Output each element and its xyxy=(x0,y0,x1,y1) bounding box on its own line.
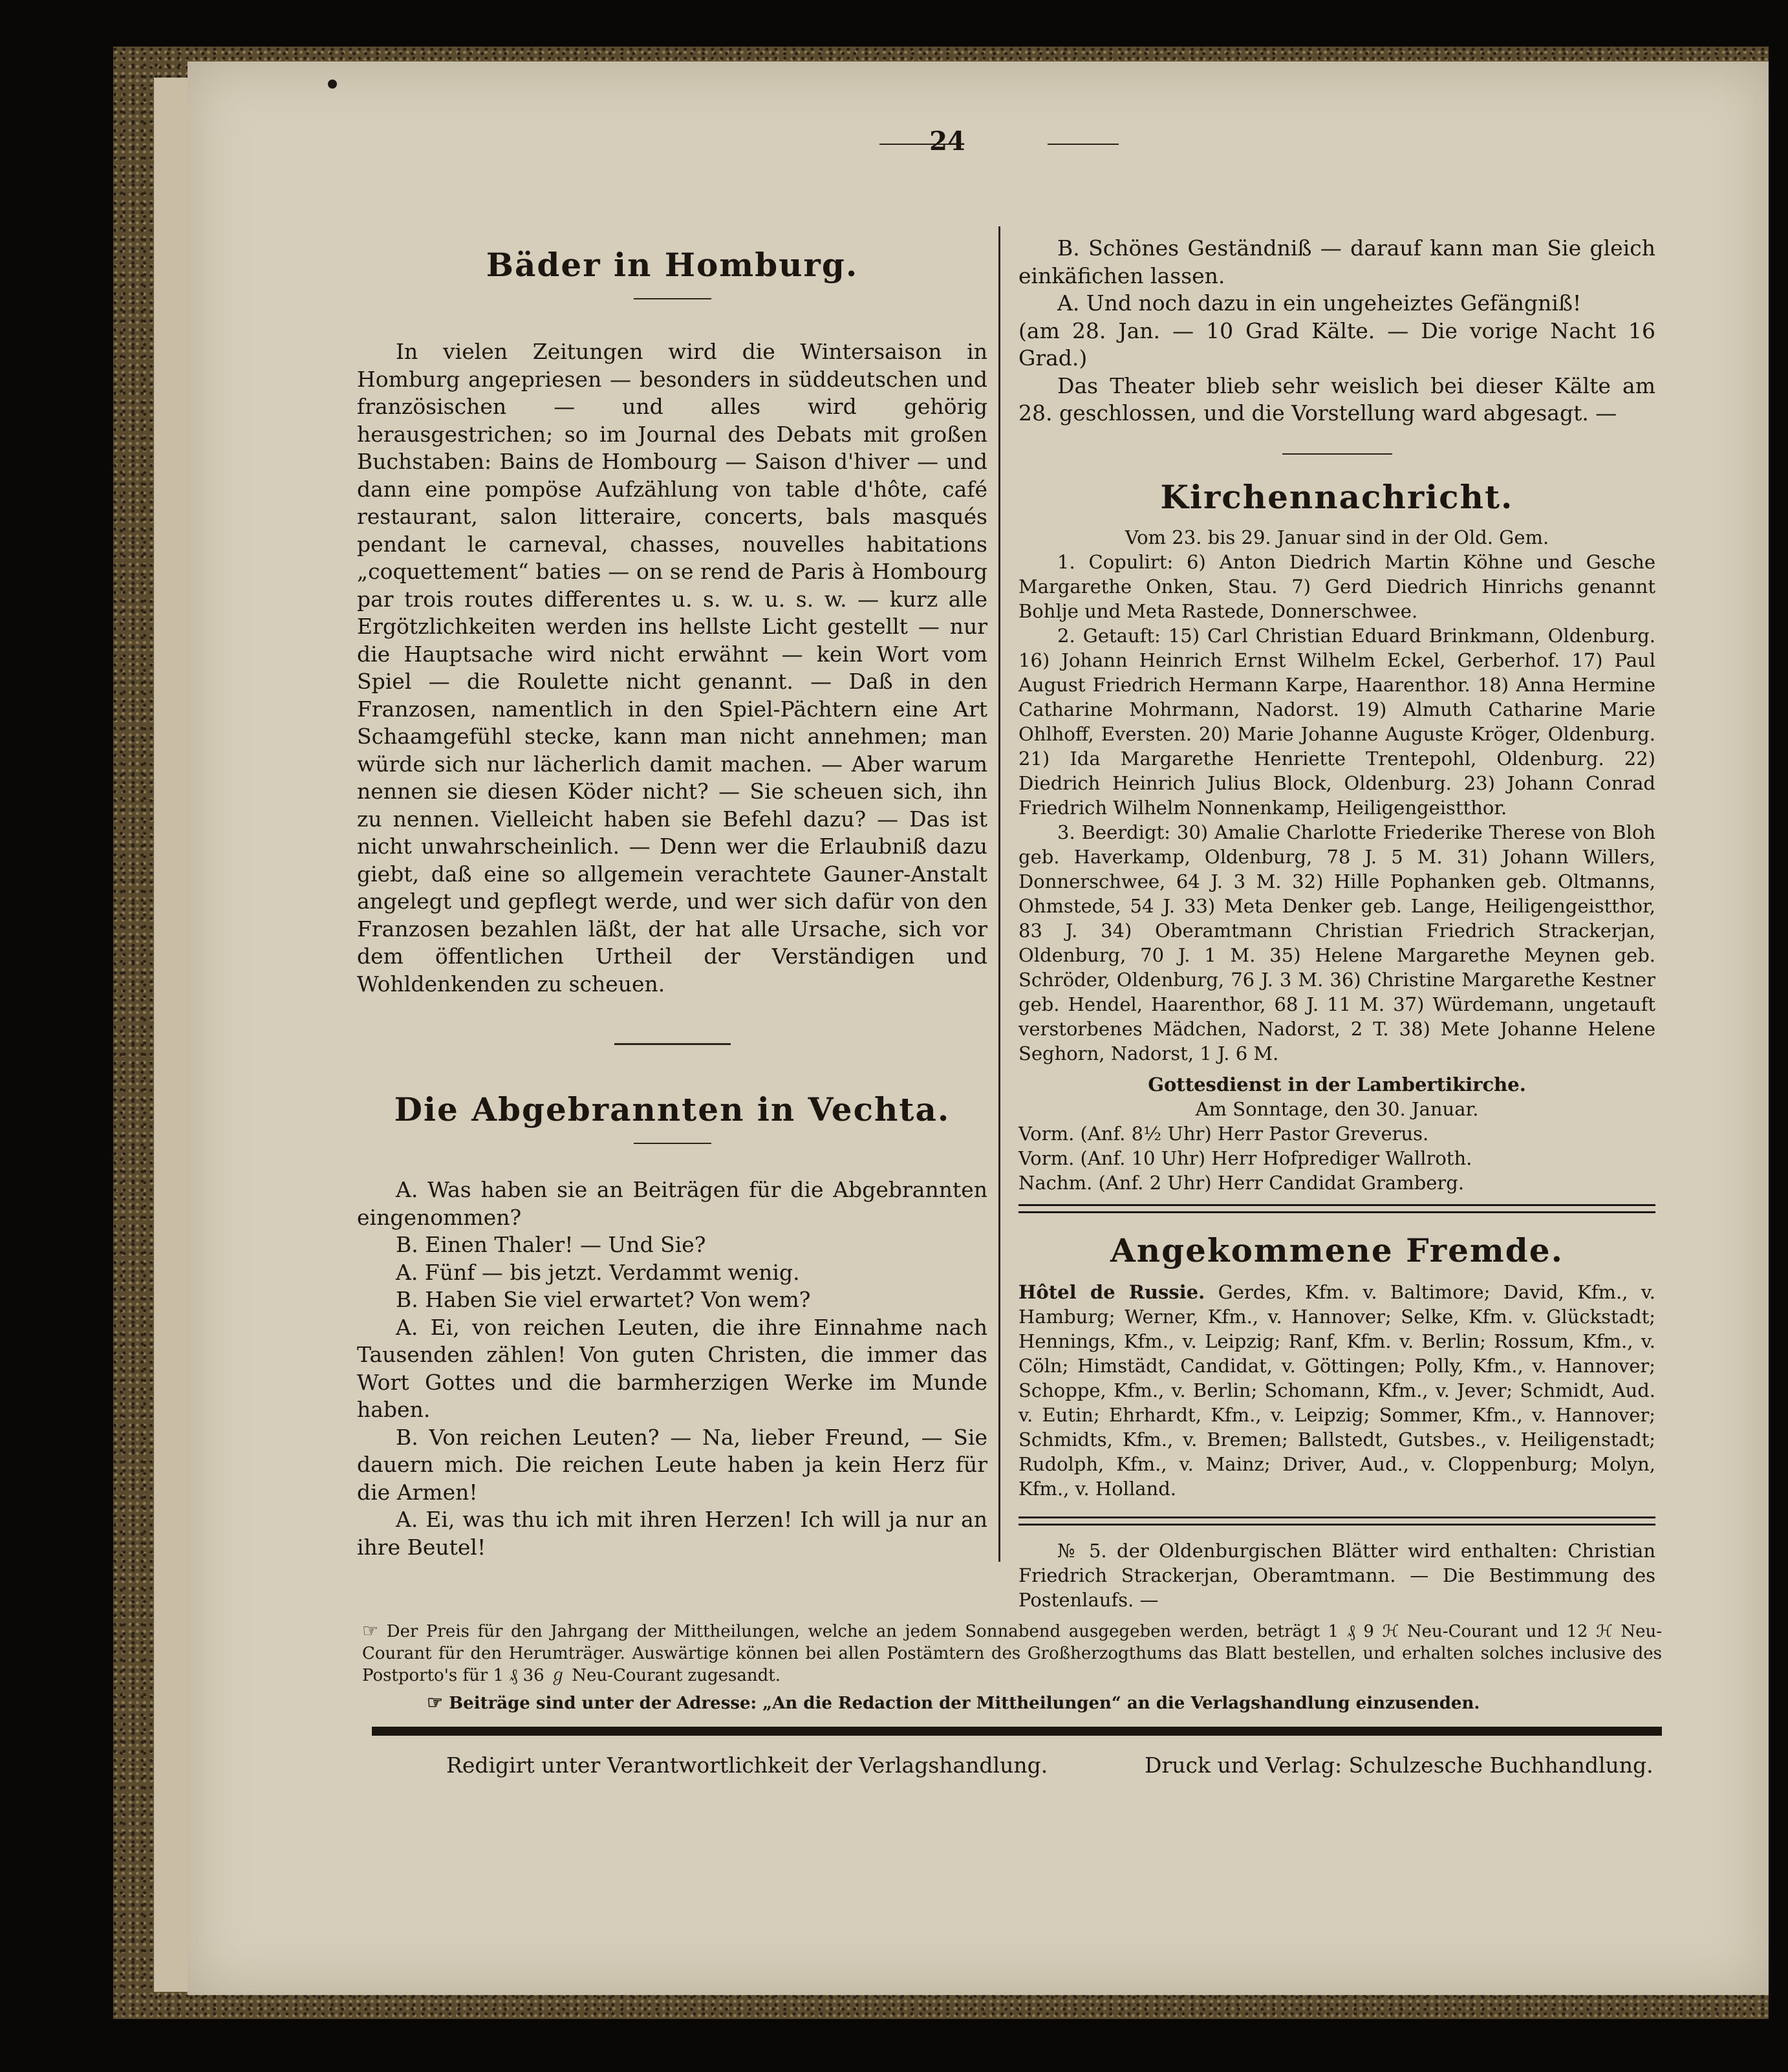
article-title-homburg: Bäder in Homburg. xyxy=(486,246,859,284)
next-issue-text: № 5. der Oldenburgischen Blätter wird enthalten: Christian Friedrich Strackerjan, Oberamtmann. — Die Bestimmung des Postenlaufs. — xyxy=(1018,1539,1655,1611)
service-title: Gottesdienst in der Lambertikirche. xyxy=(1148,1073,1526,1095)
service-line: Nachm. (Anf. 2 Uhr) Herr Candidat Gramberg. xyxy=(1018,1171,1465,1194)
dialog-block xyxy=(357,1176,987,1561)
guest-names: Gerdes, Kfm. v. Baltimore; David, Kfm., v. Hamburg; Werner, Kfm., v. Hannover; Selke, Kfm. v. Glückstadt; Hennings, Kfm., v. Leipzig; Ranf, Kfm. v. Berlin; Rossum, Kfm., v. Cöln; Himstädt, Candidat, v. Göttingen; Polly, Kfm., v. Hannover; Schoppe, Kfm., v. Berlin; Schomann, Kfm., v. Jever; Schmidt, Aud. v. Eutin; Ehrhardt, Kfm., v. Leipzig; Sommer, Kfm., v. Hannover; Schmidts, Kfm., v. Bremen; Ballstedt, Gutsbes., v. Heiligenstadt; Rudolph, Kfm., v. Mainz; Driver, Aud., v. Cloppenburg; Molyn, Kfm., v. Holland. xyxy=(1018,1280,1656,1500)
guests-list xyxy=(1018,1280,1655,1501)
beerdigt-list: 3. Beerdigt: 30) Amalie Charlotte Friederike Therese von Bloh geb. Haverkamp, Oldenburg, 78 J. 5 M. 31) Johann Willers, Donnerschwee, 64 J. 3 M. 32) Hille Pophanken geb. Oltmanns, Ohmstede, 54 J. 33) Meta Denker geb. Lange, Heiligengeistthor, 83 J. 34) Oberamtmann Christian Friedrich Strackerjan, Oldenburg, 70 J. 1 M. 35) Helene Margarethe Meynen geb. Schröder, Oldenburg, 76 J. 3 M. 36) Christine Margarethe Kestner geb. Hendel, Haarenthor, 68 J. 11 M. 37) Würdemann, ungetauft verstorbenes Mädchen, Nadorst, 2 T. 38) Mete Johanne Helene Seghorn, Nadorst, 1 J. 6 M. xyxy=(1018,821,1655,1064)
left-column xyxy=(357,233,987,1561)
page-number: 24 xyxy=(929,126,965,156)
next-issue-notice xyxy=(1018,1538,1655,1612)
dialog-line: A. Ei, von reichen Leuten, die ihre Einnahme nach Tausenden zählen! Von guten Christen, die immer das Wort Gottes und die barmherzigen Werke im Munde haben. xyxy=(357,1314,987,1422)
church-news-title: Kirchennachricht. xyxy=(1160,477,1514,516)
dialog-line: B. Von reichen Leuten? — Na, lieber Freund, — Sie dauern mich. Die reichen Leute haben ja kein Herz für die Armen! xyxy=(357,1424,987,1505)
contrib-note-text: Beiträge sind unter der Adresse: „An die Redaction der Mittheilungen“ an die Verlagshandlung einzusenden. xyxy=(449,1694,1480,1713)
dialog-continuation: B. Schönes Geständniß — darauf kann man Sie gleich einkäfichen lassen. xyxy=(1018,235,1655,288)
dialog-line: B. Einen Thaler! — Und Sie? xyxy=(396,1232,706,1257)
footer-notes xyxy=(362,1620,1662,1714)
hotel-name: Hôtel de Russie. xyxy=(1018,1280,1205,1303)
imprint-editor: Redigirt unter Verantwortlichkeit der Verlagshandlung. xyxy=(446,1753,1048,1778)
dialog-line: B. Haben Sie viel erwartet? Von wem? xyxy=(396,1287,811,1312)
title-rule xyxy=(634,298,711,299)
dialog-continuation: A. Und noch dazu in ein ungeheiztes Gefängniß! xyxy=(1057,290,1582,316)
section-double-rule xyxy=(1018,1204,1655,1213)
imprint-publisher: Druck und Verlag: Schulzesche Buchhandlung. xyxy=(1145,1753,1653,1778)
church-news xyxy=(1018,525,1655,1195)
column-divider xyxy=(998,226,1000,1562)
dialog-line: A. Was haben sie an Beiträgen für die Abgebrannten eingenommen? xyxy=(357,1177,987,1230)
right-column xyxy=(1018,235,1655,1612)
guests-title: Angekommene Fremde. xyxy=(1110,1231,1564,1269)
weather-note: (am 28. Jan. — 10 Grad Kälte. — Die vorige Nacht 16 Grad.) xyxy=(1018,318,1655,371)
dialog-line: A. Fünf — bis jetzt. Verdammt wenig. xyxy=(396,1259,800,1285)
section-double-rule xyxy=(1018,1516,1655,1526)
getauft-list: 2. Getauft: 15) Carl Christian Eduard Brinkmann, Oldenburg. 16) Johann Heinrich Ernst Wilhelm Eckel, Gerberhof. 17) Paul August Friedrich Hermann Karpe, Haarenthor. 18) Anna Hermine Catharine Mohrmann, Nadorst. 19) Almuth Catharine Marie Ohlhoff, Eversten. 20) Marie Johanne Auguste Kröger, Oldenburg. 21) Ida Margarethe Henriette Trentepohl, Oldenburg. 22) Diedrich Heinrich Julius Block, Oldenburg. 23) Johann Conrad Friedrich Wilhelm Nonnenkamp, Heiligengeistthor. xyxy=(1018,624,1655,819)
service-line: Vorm. (Anf. 10 Uhr) Herr Hofprediger Wallroth. xyxy=(1018,1147,1472,1169)
service-date: Am Sonntage, den 30. Januar. xyxy=(1195,1097,1479,1120)
dialog-line: A. Ei, was thu ich mit ihren Herzen! Ich will ja nur an ihre Beutel! xyxy=(357,1507,987,1560)
pointing-hand-icon: ☞ xyxy=(362,1620,379,1641)
title-rule xyxy=(634,1143,711,1144)
footer-bar xyxy=(372,1727,1662,1736)
service-line: Vorm. (Anf. 8½ Uhr) Herr Pastor Greverus. xyxy=(1018,1122,1429,1145)
pointing-hand-icon: ☞ xyxy=(427,1692,444,1713)
theater-note: Das Theater blieb sehr weislich bei dieser Kälte am 28. geschlossen, und die Vorstellung ward abgesagt. — xyxy=(1018,372,1655,426)
page-mark xyxy=(328,80,337,89)
copulirt-list: 1. Copulirt: 6) Anton Diedrich Martin Köhne und Gesche Margarethe Onken, Stau. 7) Gerd Diedrich Hinrichs genannt Bohlje und Meta Rastede, Donnerschwee. xyxy=(1018,550,1655,622)
price-note xyxy=(362,1620,1662,1687)
article-body-homburg: In vielen Zeitungen wird die Wintersaison in Homburg angepriesen — besonders in süddeutschen und französischen — und alles wird gehörig herausgestrichen; so im Journal des Debats mit großen Buchstaben: Bains de Hombourg — Saison d'hiver — und dann eine pompöse Aufzählung von table d'hôte, café restaurant, salon litteraire, concerts, bals masqués pendant le carneval, chasses, nouvelles habitations „coquettement“ baties — on se rend de Paris à Hombourg par trois routes differentes u. s. w. u. s. w. — kurz alle Ergötzlichkeiten werden ins hellste Licht gestellt — nur die Hauptsache wird nicht erwähnt — kein Wort vom Spiel — die Roulette nicht genannt. — Daß in den Franzosen, namentlich in den Spiel-Pächtern eine Art Schaamgefühl stecke, kann man nicht annehmen; man würde sich nur lächerlich damit machen. — Aber warum nennen sie diesen Köder nicht? — Sie scheuen sich, ihn zu nennen. Vielleicht haben sie Befehl dazu? — Das ist nicht unwahrscheinlich. — Denn wer die Erlaubniß dazu giebt, daß eine so allgemein verachtete Gauner-Anstalt angelegt und gepflegt werde, und wer sich dafür von den Franzosen bezahlen läßt, der hat alle Ursache, sich vor dem öffentlichen Urtheil der Verständigen und Wohldenkenden zu scheuen. xyxy=(357,339,987,997)
church-intro: Vom 23. bis 29. Januar sind in der Old. Gem. xyxy=(1125,526,1549,548)
section-divider xyxy=(1282,453,1392,455)
article-title-vechta: Die Abgebrannten in Vechta. xyxy=(394,1090,951,1128)
price-note-text: Der Preis für den Jahrgang der Mittheilungen, welche an jedem Sonnabend ausgegeben werden, beträgt 1 ₰ 9 ℋ Neu-Courant und 12 ℋ Neu-Courant für den Herumträger. Auswärtige können bei allen Postämtern des Großherzogthums das Blatt bestellen, und erhalten solches inclusive des Postporto's für 1 ₰ 36 ℊ Neu-Courant zugesandt. xyxy=(362,1622,1663,1685)
contrib-note xyxy=(362,1692,1662,1714)
section-divider xyxy=(614,1043,731,1045)
page-number-rule-right xyxy=(1048,144,1119,145)
